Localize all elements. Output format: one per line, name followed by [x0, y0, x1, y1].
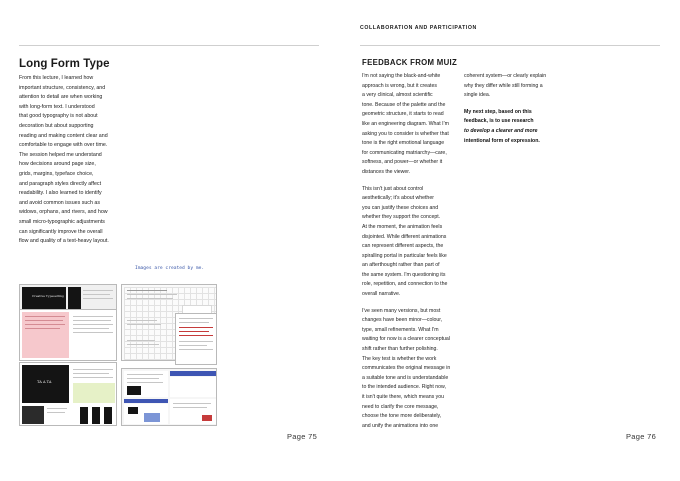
text-line: and avoid common issues such as [19, 199, 100, 206]
text-line: and paragraph styles directly affect [19, 180, 102, 187]
text-line: a suitable tone and is understandable [362, 374, 449, 381]
text-line: can significantly improve the overall [19, 228, 103, 235]
text-line: like an engineering diagram. What I'm [362, 120, 449, 127]
text-line: can represent different aspects, the [362, 243, 444, 250]
feedback-column-1 [362, 72, 456, 438]
text-line: waiting for now is a clearer conceptual [362, 336, 450, 343]
page-number: Page 75 [287, 432, 318, 441]
feedback-paragraph [362, 307, 456, 432]
thumbnail-typesetting-slide: Creative Typesetting [19, 284, 117, 344]
page-number: Page 76 [626, 432, 657, 441]
text-line: spiralling portal in particular feels like [362, 252, 447, 259]
text-line: tone. Because of the palette and the [362, 101, 446, 108]
text-line: asking you to consider is whether that [362, 130, 449, 137]
text-line: shift rather than further polishing. [362, 346, 438, 353]
thumbnail-pink-layout [19, 309, 117, 361]
text-line: it isn't quite there, which means you [362, 394, 445, 400]
text-line: The session helped me understand [19, 151, 102, 158]
text-line: My next step, based on this [464, 108, 532, 115]
image-caption: Images are created by me. [135, 266, 205, 271]
text-line: and unify the animations into one [362, 422, 439, 429]
text-line: widows, orphans, and rivers, and how [19, 209, 108, 216]
text-line: why they differ while still forming a [464, 82, 543, 89]
right-page [340, 0, 680, 481]
text-line: feedback, is to use research [464, 118, 534, 125]
feedback-closing-text [464, 72, 560, 101]
text-line: comfortable to engage with over time. [19, 142, 108, 149]
text-line: grids, margins, typeface choice, [19, 170, 94, 177]
body-text [19, 74, 123, 247]
text-line: type, small refinements. What I'm [362, 326, 439, 333]
text-line: overall narrative. [362, 291, 401, 298]
text-line: a very clinical, almost scientific [362, 92, 433, 99]
feedback-paragraph [362, 72, 456, 178]
text-line: you can justify these choices and [362, 204, 439, 211]
text-line: to the intended audience. Right now, [362, 384, 446, 391]
text-line: attention to detail are when working [19, 94, 103, 101]
top-rule [360, 45, 660, 46]
text-line: reading and making content clear and [19, 132, 108, 139]
text-line: need to clarify the core message, [362, 403, 439, 410]
text-line: disjointed. While different animations [362, 233, 447, 240]
section-header: COLLABORATION AND PARTICIPATION [360, 25, 477, 31]
text-line: changes have been minor—colour, [362, 317, 443, 324]
text-line: that good typography is not about [19, 113, 98, 120]
text-line: This isn't just about control [362, 185, 424, 192]
text-line: flow and quality of a text-heavy layout. [19, 238, 109, 245]
text-line: I'm not saying the black-and-white [362, 73, 441, 79]
top-rule [19, 45, 319, 46]
text-line: an afterthought rather than part of [362, 262, 440, 269]
text-line: aesthetically; it's about whether [362, 195, 434, 202]
text-line: softness, and power—or whether it [362, 159, 443, 166]
feedback-column-2 [464, 72, 560, 153]
thumbnail-annotated-notes [175, 313, 217, 365]
text-line: approach is wrong, but it creates [362, 82, 437, 89]
text-line: important structure, consistency, and [19, 84, 106, 91]
next-step-statement: My next step, based on this feedback, is to use research to develop a clearer and more intentional form of expression. [464, 108, 540, 144]
text-line: how decisions around page size, [19, 161, 96, 168]
text-line: for communicating matriarchy—care, [362, 149, 447, 156]
text-line: whether they support the concept. [362, 214, 441, 221]
text-line: tone is the right emotional language [362, 140, 445, 147]
feedback-title: FEEDBACK FROM MUIZ [362, 58, 458, 67]
text-line: distances the viewer. [362, 168, 411, 175]
text-line: the same system. I'm questioning its [362, 271, 446, 278]
text-line: choose the tone more deliberately, [362, 413, 442, 420]
text-line: From this lecture, I learned how [19, 75, 94, 81]
text-line: decoration but about supporting [19, 122, 94, 129]
text-line: single idea. [464, 92, 491, 99]
text-line: geometric structure, it starts to read [362, 111, 444, 118]
text-line: coherent system—or clearly explain [464, 73, 547, 79]
text-line: communicates the original message in [362, 365, 451, 372]
text-line: I've seen many versions, but most [362, 307, 441, 314]
text-line: At the moment, the animation feels [362, 223, 443, 230]
text-line: The key test is whether the work [362, 355, 437, 362]
text-line: readability. I also learned to identify [19, 190, 102, 197]
text-line: small micro-typographic adjustments [19, 218, 105, 225]
thumbnail-editor-screens [121, 368, 217, 426]
thumbnail-title-spread: TA A TA [19, 362, 117, 426]
text-line: role, repetition, and connection to the [362, 281, 448, 288]
page-title: Long Form Type [19, 58, 110, 70]
feedback-paragraph [362, 185, 456, 300]
text-line: with long-form text. I understood [19, 103, 95, 110]
